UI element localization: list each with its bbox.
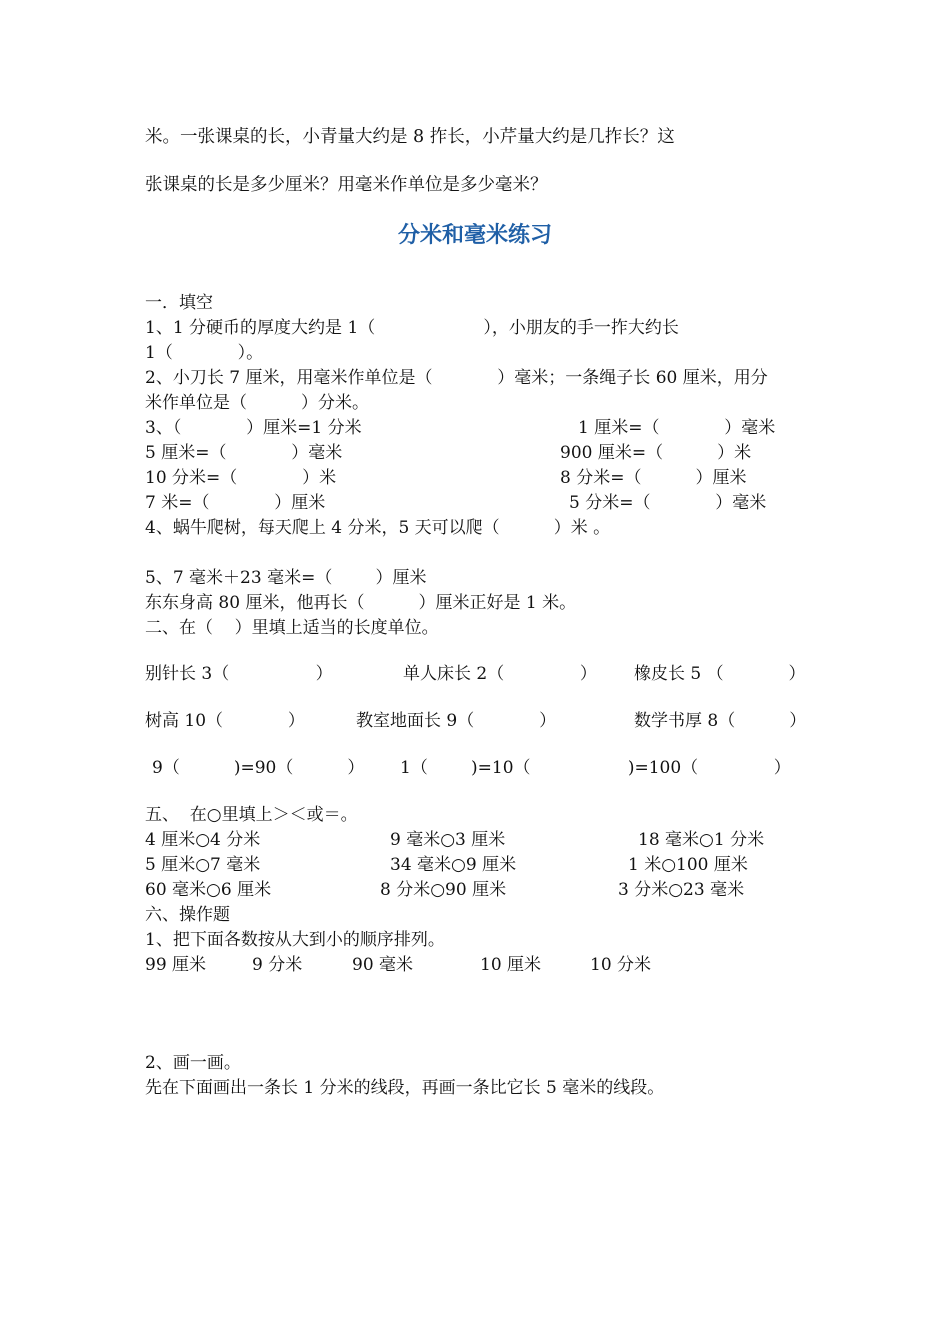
question-3-left-1: 3、（ ）厘米=1 分米 xyxy=(145,418,362,438)
unit-item: 1（ )=10（ )=100（ ） xyxy=(400,758,791,778)
unit-item: 树高 10（ ） xyxy=(145,711,305,731)
section-5-heading: 五、 在○里填上＞＜或＝。 xyxy=(145,805,358,825)
question-4: 4、蜗牛爬树，每天爬上 4 分米，5 天可以爬（ ）米 。 xyxy=(145,518,611,538)
question-2-line-1: 2、小刀长 7 厘米，用毫米作单位是（ ）毫米；一条绳子长 60 厘米，用分 xyxy=(145,368,768,388)
order-item: 10 分米 xyxy=(590,955,652,975)
compare-item: 34 毫米○9 厘米 xyxy=(390,855,517,875)
unit-item: 橡皮长 5 （ ） xyxy=(634,664,806,684)
unit-item: 教室地面长 9（ ） xyxy=(356,711,557,731)
unit-item: 数学书厚 8（ ） xyxy=(634,711,807,731)
compare-item: 5 厘米○7 毫米 xyxy=(145,855,261,875)
question-3-right-3: 8 分米=（ ）厘米 xyxy=(560,468,747,488)
operation-question-2: 2、画一画。 xyxy=(145,1053,241,1073)
question-5-line-2: 东东身高 80 厘米，他再长（ ）厘米正好是 1 米。 xyxy=(145,593,577,613)
question-3-left-4: 7 米=（ ）厘米 xyxy=(145,493,326,513)
compare-item: 9 毫米○3 厘米 xyxy=(390,830,506,850)
compare-item: 60 毫米○6 厘米 xyxy=(145,880,272,900)
operation-question-2-instruction: 先在下面画出一条长 1 分米的线段，再画一条比它长 5 毫米的线段。 xyxy=(145,1078,665,1098)
section-2-heading: 二、在（ ）里填上适当的长度单位。 xyxy=(145,618,439,638)
question-3-left-3: 10 分米=（ ）米 xyxy=(145,468,337,488)
operation-question-1: 1、把下面各数按从大到小的顺序排列。 xyxy=(145,930,445,950)
section-6-heading: 六、操作题 xyxy=(145,905,230,925)
compare-item: 4 厘米○4 分米 xyxy=(145,830,261,850)
question-1-line-2: 1（ ）。 xyxy=(145,343,264,363)
order-item: 10 厘米 xyxy=(480,955,542,975)
question-2-line-2: 米作单位是（ ）分米。 xyxy=(145,393,370,413)
unit-item: 单人床长 2（ ） xyxy=(403,664,597,684)
order-item: 9 分米 xyxy=(252,955,303,975)
question-3-right-1: 1 厘米=（ ）毫米 xyxy=(578,418,776,438)
page-title: 分米和毫米练习 xyxy=(397,223,552,248)
intro-line-1: 米。一张课桌的长，小青量大约是 8 拃长，小芹量大约是几拃长？这 xyxy=(145,127,675,147)
compare-item: 18 毫米○1 分米 xyxy=(638,830,765,850)
section-1-heading: 一．填空 xyxy=(145,293,213,313)
intro-line-2: 张课桌的长是多少厘米？用毫米作单位是多少毫米？ xyxy=(145,175,548,195)
question-3-right-4: 5 分米=（ ）毫米 xyxy=(569,493,767,513)
question-5-line-1: 5、7 毫米＋23 毫米=（ ）厘米 xyxy=(145,568,427,588)
compare-item: 1 米○100 厘米 xyxy=(628,855,748,875)
compare-item: 3 分米○23 毫米 xyxy=(618,880,745,900)
order-item: 90 毫米 xyxy=(352,955,414,975)
unit-item: 别针长 3（ ） xyxy=(145,664,333,684)
unit-item: 9（ )=90（ ） xyxy=(152,758,365,778)
question-3-left-2: 5 厘米=（ ）毫米 xyxy=(145,443,343,463)
question-3-right-2: 900 厘米=（ ）米 xyxy=(560,443,752,463)
question-1-line-1: 1、1 分硬币的厚度大约是 1（ ），小朋友的手一拃大约长 xyxy=(145,318,679,338)
compare-item: 8 分米○90 厘米 xyxy=(380,880,507,900)
order-item: 99 厘米 xyxy=(145,955,207,975)
